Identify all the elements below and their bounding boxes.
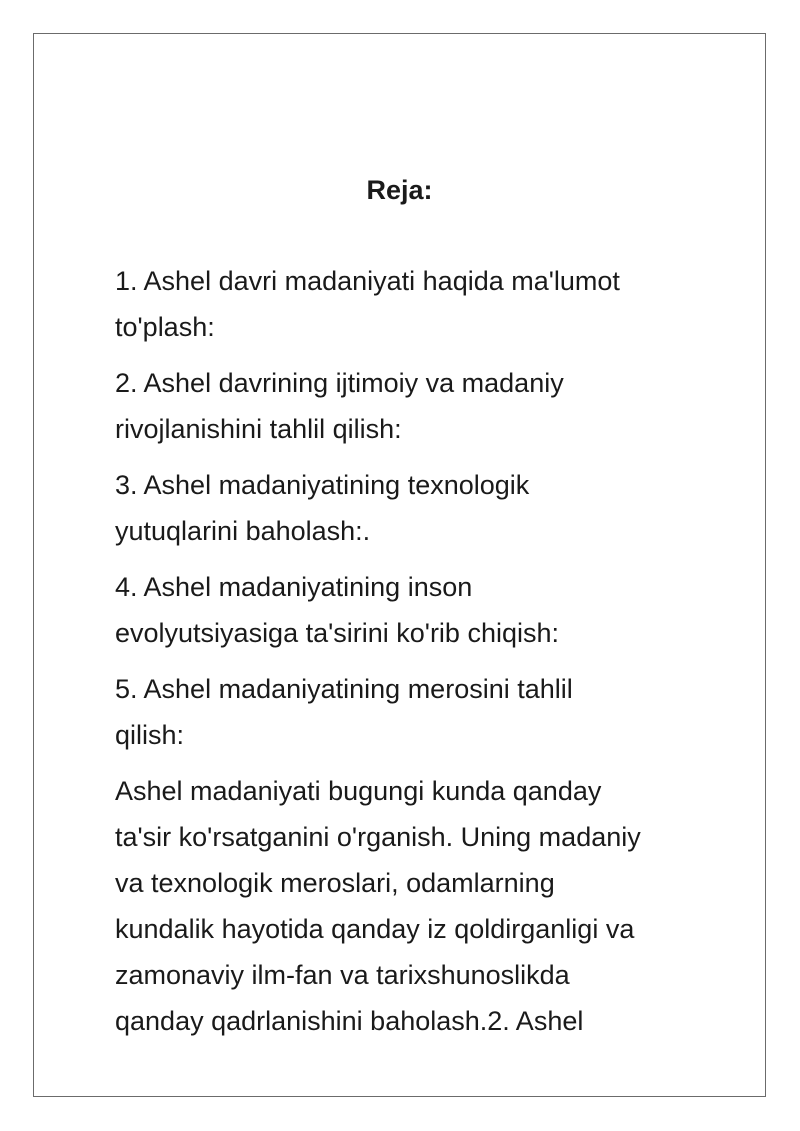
body-paragraph bbox=[115, 768, 755, 1044]
plan-item-3 bbox=[115, 462, 755, 554]
document-body bbox=[115, 258, 755, 1044]
paragraph-line: va texnologik meroslari, odamlarning bbox=[115, 868, 555, 898]
plan-item-5 bbox=[115, 666, 755, 758]
plan-item-3-line-2: yutuqlarini baholash:. bbox=[115, 516, 371, 546]
plan-item-2 bbox=[115, 360, 755, 452]
plan-item-4 bbox=[115, 564, 755, 656]
plan-item-4-line-1: 4. Ashel madaniyatining inson bbox=[115, 572, 473, 602]
plan-item-1-line-2: to'plash: bbox=[115, 312, 215, 342]
plan-item-4-line-2: evolyutsiyasiga ta'sirini ko'rib chiqish: bbox=[115, 618, 559, 648]
paragraph-line: zamonaviy ilm-fan va tarixshunoslikda bbox=[115, 960, 570, 990]
paragraph-line: kundalik hayotida qanday iz qoldirganligi va bbox=[115, 914, 635, 944]
document-title: Reja: bbox=[366, 175, 433, 205]
document-page bbox=[33, 33, 766, 1097]
plan-item-1-line-1: 1. Ashel davri madaniyati haqida ma'lumot bbox=[115, 266, 620, 296]
plan-item-3-line-1: 3. Ashel madaniyatining texnologik bbox=[115, 470, 530, 500]
plan-item-2-line-1: 2. Ashel davrining ijtimoiy va madaniy bbox=[115, 368, 564, 398]
paragraph-line: Ashel madaniyati bugungi kunda qanday bbox=[115, 776, 602, 806]
plan-item-2-line-2: rivojlanishini tahlil qilish: bbox=[115, 414, 402, 444]
paragraph-line: ta'sir ko'rsatganini o'rganish. Uning madaniy bbox=[115, 822, 641, 852]
plan-item-5-line-2: qilish: bbox=[115, 720, 185, 750]
plan-item-5-line-1: 5. Ashel madaniyatining merosini tahlil bbox=[115, 674, 573, 704]
paragraph-line: qanday qadrlanishini baholash.2. Ashel bbox=[115, 1006, 584, 1036]
plan-item-1 bbox=[115, 258, 755, 350]
